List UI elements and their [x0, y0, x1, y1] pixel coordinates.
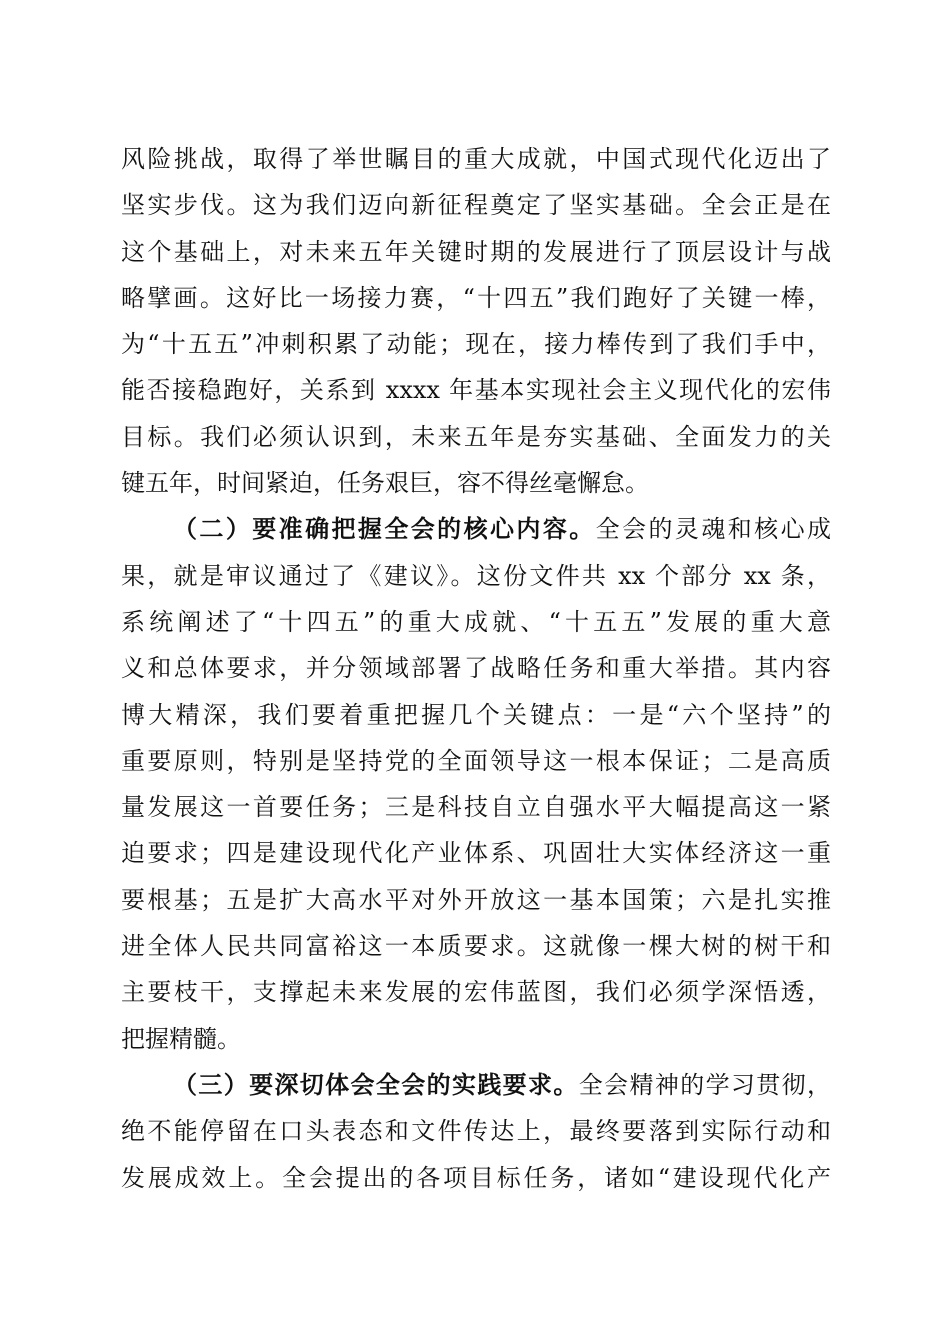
- text-line: 要根基；五是扩大高水平对外开放这一基本国策；六是扎实推: [121, 885, 831, 914]
- text-line: 把握精髓。: [121, 1024, 241, 1053]
- text-line: 绝不能停留在口头表态和文件传达上，最终要落到实际行动和: [121, 1117, 831, 1146]
- text-line: 略擘画。这好比一场接力赛，“十四五”我们跑好了关键一棒，: [121, 283, 831, 312]
- text-line: 能否接稳跑好，关系到 xxxx 年基本实现社会主义现代化的宏伟: [121, 376, 831, 405]
- text-line: 目标。我们必须认识到，未来五年是夯实基础、全面发力的关: [121, 422, 831, 451]
- text-line: 主要枝干，支撑起未来发展的宏伟蓝图，我们必须学深悟透，: [121, 978, 831, 1007]
- paragraph-2: [121, 506, 831, 1062]
- text-line: 为“十五五”冲刺积累了动能；现在，接力棒传到了我们手中，: [121, 330, 831, 359]
- text-line: 发展成效上。全会提出的各项目标任务，诸如“建设现代化产: [121, 1163, 831, 1192]
- text-line: 风险挑战，取得了举世瞩目的重大成就，中国式现代化迈出了: [121, 145, 831, 173]
- text-line: 重要原则，特别是坚持党的全面领导这一根本保证；二是高质: [121, 746, 831, 775]
- paragraph-1: [121, 136, 831, 506]
- paragraph-3: [121, 1062, 831, 1201]
- section-heading: （三）要深切体会全会的实践要求。: [173, 1070, 579, 1099]
- text-line: 键五年，时间紧迫，任务艰巨，容不得丝毫懈怠。: [121, 469, 649, 498]
- text-line: 博大精深，我们要着重把握几个关键点：一是“六个坚持”的: [121, 700, 831, 729]
- text-line: 量发展这一首要任务；三是科技自立自强水平大幅提高这一紧: [121, 793, 831, 822]
- text-line: 迫要求；四是建设现代化产业体系、巩固壮大实体经济这一重: [121, 839, 831, 868]
- text-line: 果，就是审议通过了《建议》。这份文件共 xx 个部分 xx 条，: [121, 561, 831, 590]
- document-body: [121, 136, 831, 1201]
- text-line: 这个基础上，对未来五年关键时期的发展进行了顶层设计与战: [121, 237, 831, 266]
- text-run: 全会精神的学习贯彻，: [578, 1070, 832, 1099]
- section-heading: （二）要准确把握全会的核心内容。: [173, 515, 596, 544]
- text-run: 全会的灵魂和核心成: [595, 515, 832, 544]
- text-line: [121, 506, 831, 552]
- text-line: 系统阐述了“十四五”的重大成就、“十五五”发展的重大意: [121, 607, 831, 636]
- text-line: 坚实步伐。这为我们迈向新征程奠定了坚实基础。全会正是在: [121, 191, 831, 220]
- text-line: [121, 1062, 831, 1108]
- text-line: 进全体人民共同富裕这一本质要求。这就像一棵大树的树干和: [121, 932, 831, 961]
- text-line: 义和总体要求，并分领域部署了战略任务和重大举措。其内容: [121, 654, 831, 683]
